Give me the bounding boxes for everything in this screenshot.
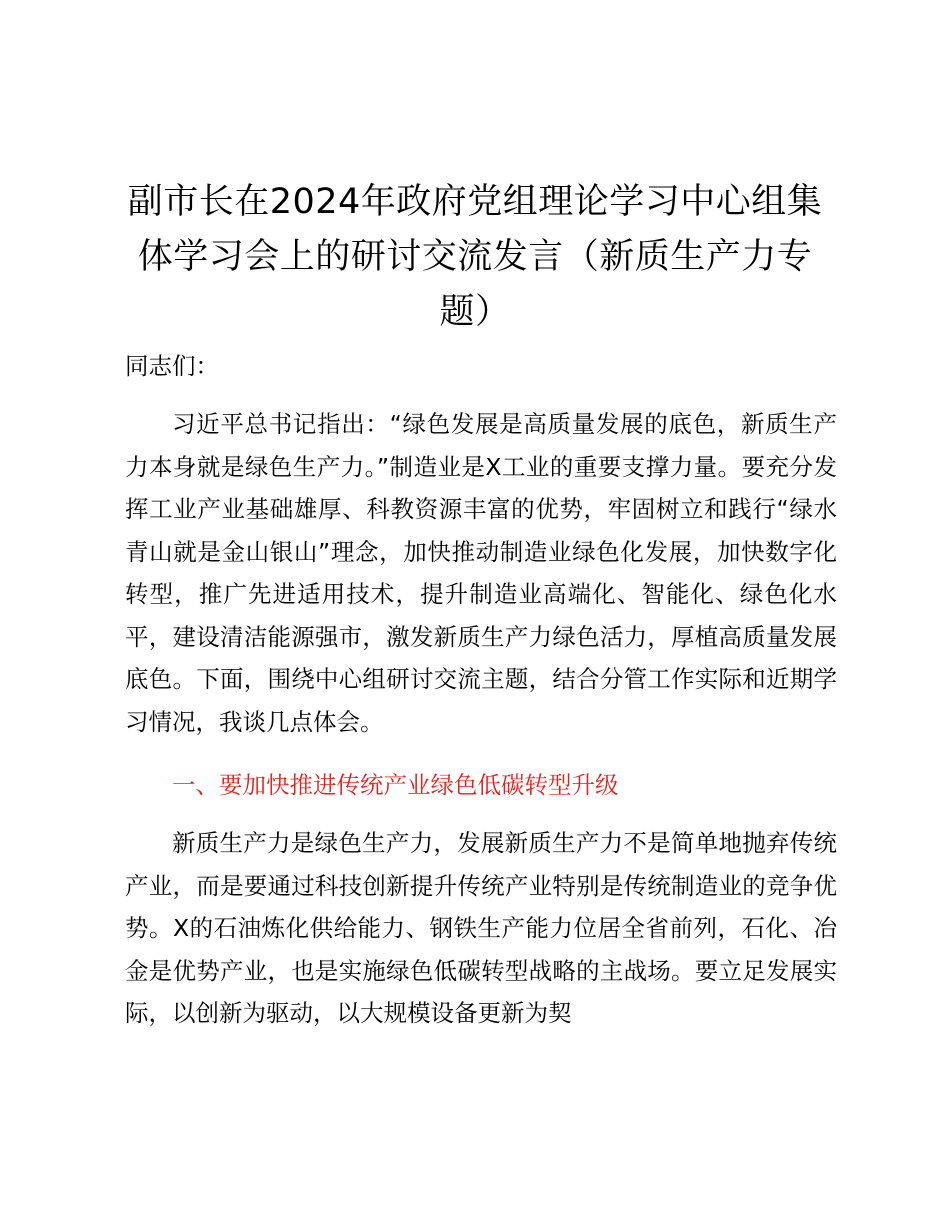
paragraph-section-1: 新质生产力是绿色生产力，发展新质生产力不是简单地抛弃传统产业，而是要通过科技创新提升传统产业特别是传统制造业的竞争优势。X的石油炼化供给能力、钢铁生产能力位居全省前列，石化、冶金是优势产业，也是实施绿色低碳转型战略的主战场。要立足发展实际，以创新为驱动，以大规模设备更新为契: [125, 829, 837, 1027]
section-heading-1: 一、要加快推进传统产业绿色低碳转型升级: [172, 771, 619, 799]
greeting: 同志们：: [125, 352, 219, 380]
paragraph-intro: 习近平总书记指出：“绿色发展是高质量发展的底色，新质生产力本身就是绿色生产力。”制造业是X工业的重要支撑力量。要充分发挥工业产业基础雄厚、科教资源丰富的优势，牢固树立和践行“绿水青山就是金山银山”理念，加快推动制造业绿色化发展，加快数字化转型，推广先进适用技术，提升制造业高端化、智能化、绿色化水平，建设清洁能源强市，激发新质生产力绿色活力，厚植高质量发展底色。下面，围绕中心组研讨交流主题，结合分管工作实际和近期学习情况，我谈几点体会。: [125, 410, 837, 736]
document-title: 副市长在2024年政府党组理论学习中心组集体学习会上的研讨交流发言（新质生产力专题）: [127, 182, 823, 332]
